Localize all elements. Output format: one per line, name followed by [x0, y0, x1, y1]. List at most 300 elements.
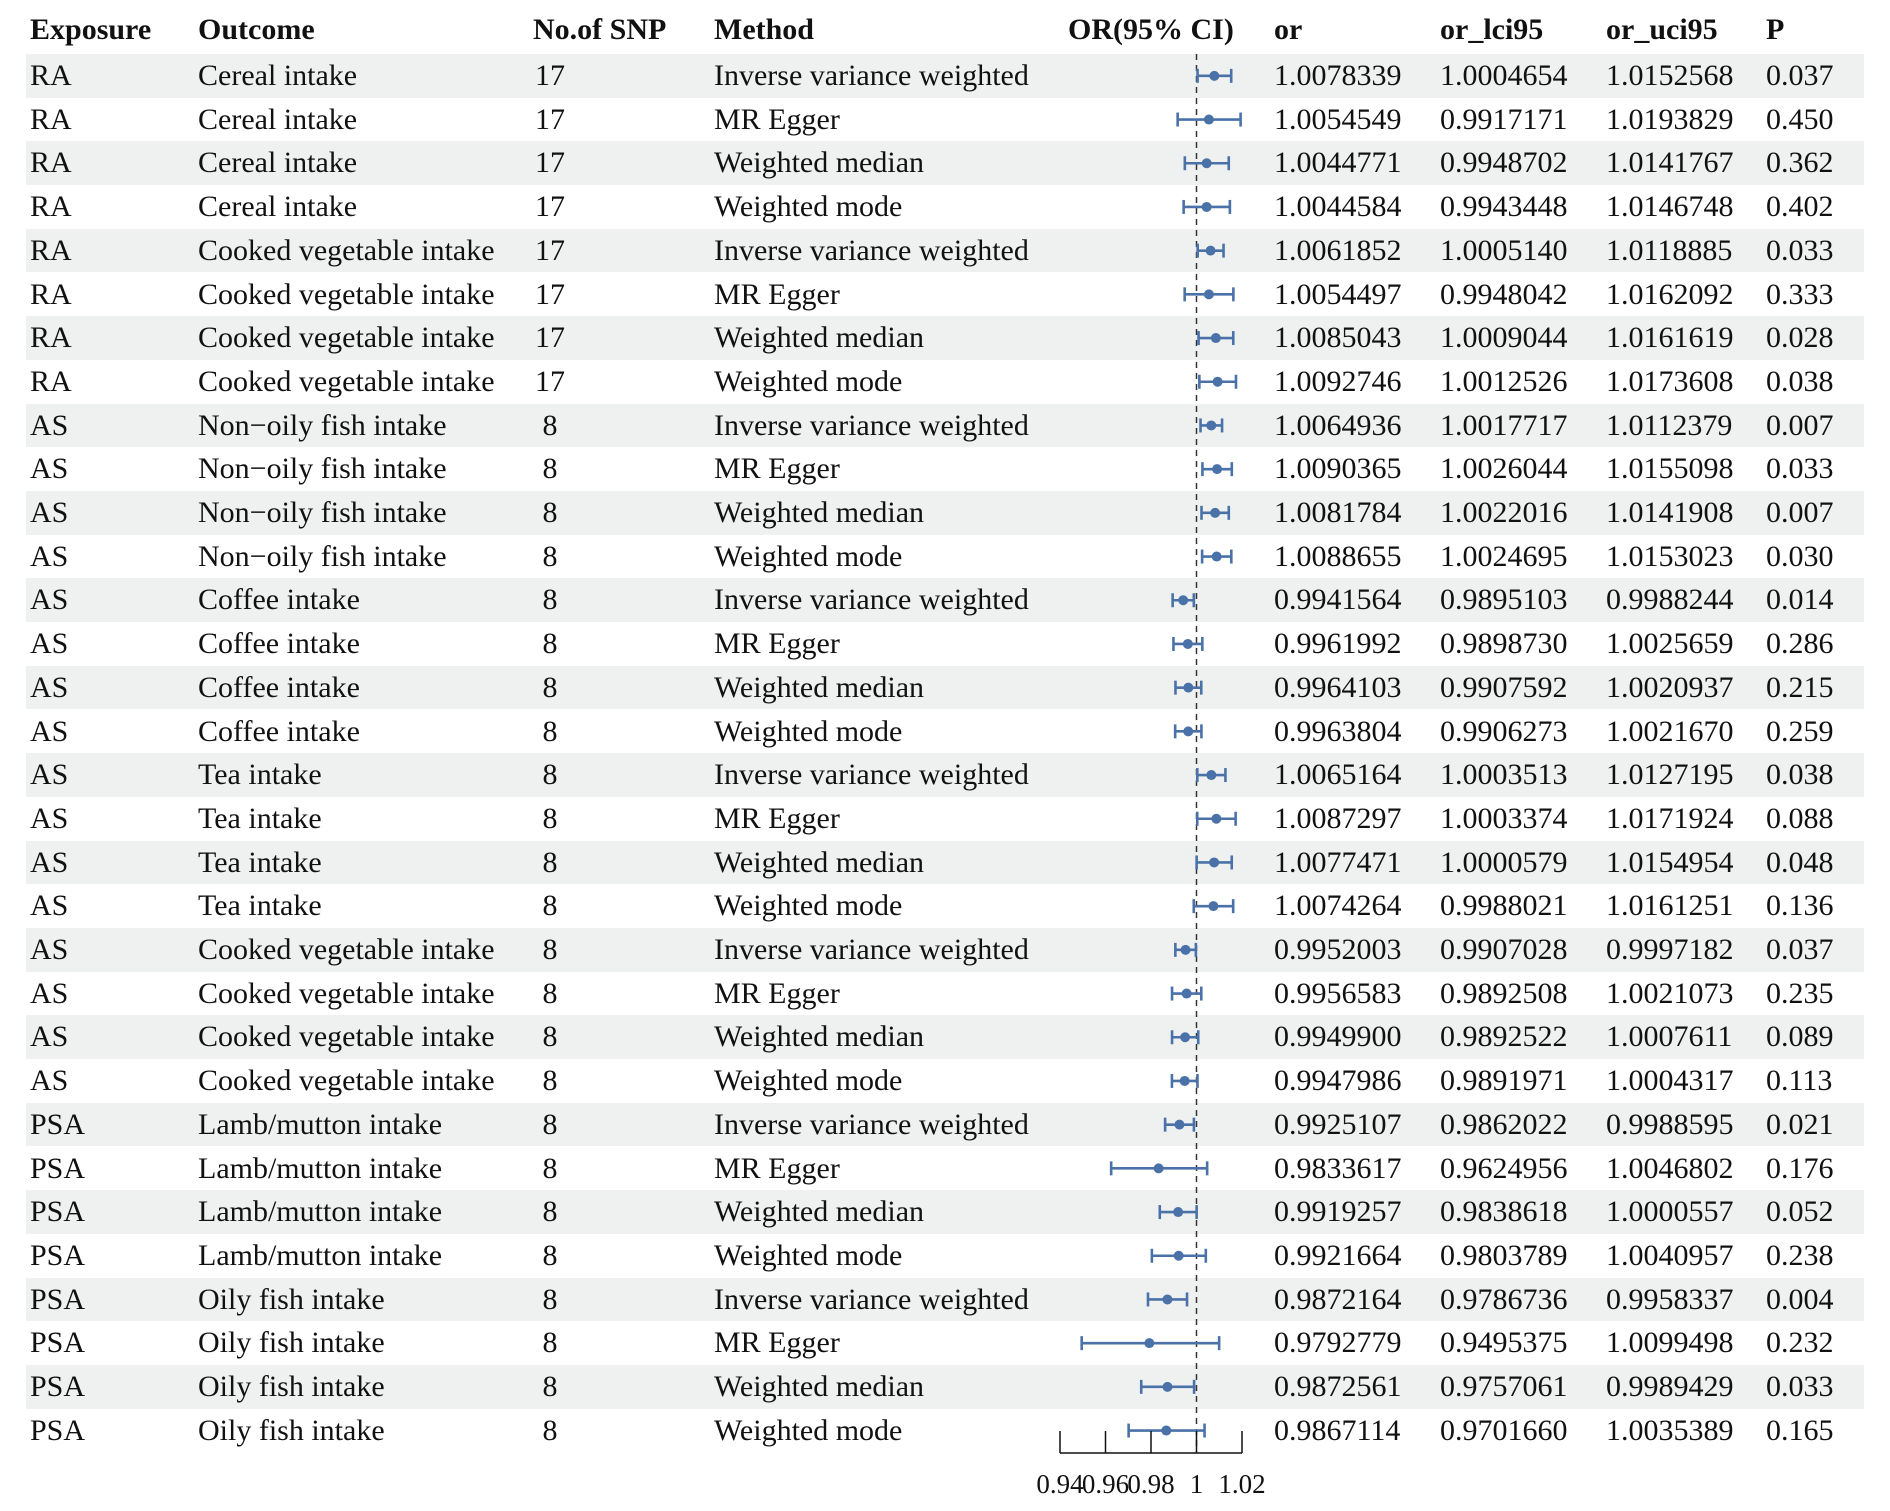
cell-lci: 0.9906273 — [1440, 714, 1568, 748]
point-estimate — [1211, 814, 1221, 824]
cell-outcome: Cooked vegetable intake — [198, 321, 495, 355]
cell-nsnp: 8 — [542, 1282, 558, 1316]
point-estimate — [1162, 1294, 1172, 1304]
cell-p: 0.235 — [1766, 976, 1834, 1010]
cell-p: 0.402 — [1766, 190, 1834, 224]
point-estimate — [1181, 945, 1191, 955]
cell-exposure: RA — [30, 59, 72, 92]
point-estimate — [1163, 1382, 1173, 1392]
cell-or: 0.9867114 — [1274, 1413, 1401, 1447]
cell-p: 0.088 — [1766, 801, 1834, 835]
cell-uci: 1.0152568 — [1606, 59, 1734, 92]
cell-or: 1.0078339 — [1274, 59, 1402, 92]
cell-exposure: PSA — [30, 1326, 86, 1360]
cell-p: 0.033 — [1766, 1370, 1834, 1403]
cell-outcome: Cooked vegetable intake — [198, 233, 495, 267]
cell-p: 0.037 — [1766, 59, 1834, 92]
cell-nsnp: 8 — [542, 539, 558, 573]
point-estimate — [1212, 552, 1222, 562]
cell-uci: 0.9989429 — [1606, 1370, 1734, 1403]
cell-exposure: AS — [30, 933, 69, 966]
cell-outcome: Coffee intake — [198, 583, 360, 617]
point-estimate — [1178, 595, 1188, 605]
cell-method: Inverse variance weighted — [714, 583, 1029, 617]
cell-p: 0.048 — [1766, 845, 1834, 879]
cell-nsnp: 17 — [535, 190, 565, 224]
cell-outcome: Cooked vegetable intake — [198, 933, 495, 966]
cell-nsnp: 8 — [542, 933, 558, 966]
cell-outcome: Cooked vegetable intake — [198, 1064, 495, 1098]
cell-exposure: AS — [30, 976, 69, 1010]
cell-method: Inverse variance weighted — [714, 933, 1029, 966]
cell-nsnp: 8 — [542, 845, 558, 879]
cell-lci: 0.9898730 — [1440, 627, 1568, 661]
cell-exposure: AS — [30, 539, 69, 573]
cell-nsnp: 17 — [535, 146, 565, 180]
cell-method: Inverse variance weighted — [714, 408, 1029, 442]
cell-exposure: PSA — [30, 1238, 86, 1272]
cell-nsnp: 8 — [542, 1020, 558, 1054]
cell-uci: 1.0020937 — [1606, 670, 1734, 704]
cell-uci: 0.9958337 — [1606, 1282, 1734, 1316]
cell-exposure: AS — [30, 583, 69, 617]
cell-uci: 1.0193829 — [1606, 102, 1734, 136]
cell-uci: 1.0035389 — [1606, 1413, 1734, 1447]
point-estimate — [1144, 1338, 1154, 1348]
cell-nsnp: 17 — [535, 59, 565, 92]
cell-p: 0.014 — [1766, 583, 1834, 617]
cell-uci: 0.9988595 — [1606, 1107, 1734, 1141]
cell-uci: 1.0025659 — [1606, 627, 1734, 661]
cell-lci: 1.0024695 — [1440, 539, 1568, 573]
point-estimate — [1209, 71, 1219, 81]
cell-or: 1.0092746 — [1274, 364, 1402, 398]
cell-p: 0.021 — [1766, 1107, 1834, 1141]
cell-method: MR Egger — [714, 1151, 840, 1185]
point-estimate — [1204, 289, 1214, 299]
point-estimate — [1180, 1032, 1190, 1042]
cell-nsnp: 8 — [542, 1064, 558, 1098]
cell-outcome: Coffee intake — [198, 670, 360, 704]
cell-outcome: Tea intake — [198, 758, 322, 792]
header-method: Method — [714, 13, 814, 46]
cell-exposure: AS — [30, 714, 69, 748]
cell-uci: 1.0155098 — [1606, 452, 1734, 486]
cell-method: Inverse variance weighted — [714, 59, 1029, 92]
cell-exposure: PSA — [30, 1195, 86, 1229]
cell-method: MR Egger — [714, 1326, 840, 1360]
cell-method: MR Egger — [714, 627, 840, 661]
cell-p: 0.030 — [1766, 539, 1834, 573]
cell-or: 1.0087297 — [1274, 801, 1402, 835]
cell-uci: 1.0154954 — [1606, 845, 1734, 879]
cell-outcome: Tea intake — [198, 845, 322, 879]
cell-lci: 0.9943448 — [1440, 190, 1568, 224]
cell-exposure: AS — [30, 452, 69, 486]
point-estimate — [1210, 508, 1220, 518]
cell-outcome: Non−oily fish intake — [198, 408, 447, 442]
cell-outcome: Non−oily fish intake — [198, 496, 447, 529]
cell-nsnp: 8 — [542, 889, 558, 923]
point-estimate — [1183, 639, 1193, 649]
cell-lci: 0.9803789 — [1440, 1238, 1568, 1272]
cell-or: 0.9961992 — [1274, 627, 1402, 661]
cell-lci: 0.9917171 — [1440, 102, 1568, 136]
x-tick-label: 0.96 — [1081, 1469, 1130, 1499]
cell-lci: 1.0009044 — [1440, 321, 1568, 355]
cell-outcome: Lamb/mutton intake — [198, 1238, 443, 1272]
cell-or: 0.9872164 — [1274, 1282, 1402, 1316]
cell-exposure: RA — [30, 190, 72, 224]
cell-uci: 1.0161619 — [1606, 321, 1734, 355]
cell-lci: 1.0003374 — [1440, 801, 1568, 835]
cell-lci: 0.9988021 — [1440, 889, 1568, 923]
cell-outcome: Tea intake — [198, 801, 322, 835]
header-p: P — [1766, 13, 1785, 46]
cell-exposure: PSA — [30, 1151, 86, 1185]
cell-or: 0.9964103 — [1274, 670, 1402, 704]
cell-or: 0.9792779 — [1274, 1326, 1402, 1360]
cell-nsnp: 8 — [542, 714, 558, 748]
cell-method: Weighted median — [714, 146, 925, 180]
cell-or: 0.9919257 — [1274, 1195, 1402, 1229]
cell-lci: 0.9892522 — [1440, 1020, 1568, 1054]
header-or-uci95: or_uci95 — [1606, 13, 1718, 46]
cell-nsnp: 17 — [535, 364, 565, 398]
cell-outcome: Oily fish intake — [198, 1413, 385, 1447]
cell-lci: 0.9892508 — [1440, 976, 1568, 1010]
cell-outcome: Cereal intake — [198, 190, 358, 224]
point-estimate — [1209, 857, 1219, 867]
cell-uci: 1.0153023 — [1606, 539, 1734, 573]
cell-or: 1.0044771 — [1274, 146, 1402, 180]
cell-nsnp: 8 — [542, 1238, 558, 1272]
cell-p: 0.136 — [1766, 889, 1834, 923]
cell-exposure: PSA — [30, 1282, 86, 1316]
cell-or: 0.9956583 — [1274, 976, 1402, 1010]
point-estimate — [1208, 901, 1218, 911]
cell-or: 1.0065164 — [1274, 758, 1402, 792]
cell-exposure: RA — [30, 102, 72, 136]
point-estimate — [1182, 989, 1192, 999]
cell-lci: 1.0017717 — [1440, 408, 1568, 442]
cell-outcome: Cooked vegetable intake — [198, 976, 495, 1010]
point-estimate — [1154, 1163, 1164, 1173]
cell-uci: 0.9988244 — [1606, 583, 1734, 617]
cell-method: Weighted mode — [714, 1238, 903, 1272]
cell-p: 0.333 — [1766, 277, 1834, 311]
point-estimate — [1206, 770, 1216, 780]
cell-uci: 1.0171924 — [1606, 801, 1734, 835]
cell-p: 0.052 — [1766, 1195, 1834, 1229]
cell-p: 0.033 — [1766, 452, 1834, 486]
cell-or: 1.0085043 — [1274, 321, 1402, 355]
cell-method: MR Egger — [714, 277, 840, 311]
cell-p: 0.038 — [1766, 758, 1834, 792]
point-estimate — [1212, 464, 1222, 474]
cell-p: 0.037 — [1766, 933, 1834, 966]
cell-method: Inverse variance weighted — [714, 1107, 1029, 1141]
cell-outcome: Cooked vegetable intake — [198, 277, 495, 311]
header-ci: OR(95% CI) — [1068, 13, 1234, 46]
cell-method: MR Egger — [714, 976, 840, 1010]
cell-p: 0.362 — [1766, 146, 1834, 180]
cell-or: 0.9925107 — [1274, 1107, 1402, 1141]
cell-p: 0.259 — [1766, 714, 1834, 748]
cell-p: 0.176 — [1766, 1151, 1834, 1185]
point-estimate — [1206, 420, 1216, 430]
cell-lci: 0.9838618 — [1440, 1195, 1568, 1229]
point-estimate — [1174, 1120, 1184, 1130]
cell-lci: 1.0004654 — [1440, 59, 1568, 92]
cell-method: Inverse variance weighted — [714, 1282, 1029, 1316]
x-tick-label: 0.94 — [1036, 1469, 1084, 1499]
cell-or: 0.9949900 — [1274, 1020, 1402, 1054]
cell-or: 0.9941564 — [1274, 583, 1402, 617]
point-estimate — [1183, 683, 1193, 693]
cell-lci: 1.0000579 — [1440, 845, 1568, 879]
cell-method: Weighted mode — [714, 190, 903, 224]
header-exposure: Exposure — [30, 13, 152, 46]
cell-uci: 1.0146748 — [1606, 190, 1734, 224]
cell-or: 1.0090365 — [1274, 452, 1402, 486]
point-estimate — [1211, 333, 1221, 343]
cell-method: MR Egger — [714, 102, 840, 136]
cell-method: Weighted mode — [714, 1413, 903, 1447]
cell-or: 1.0044584 — [1274, 190, 1402, 224]
cell-exposure: PSA — [30, 1370, 86, 1403]
cell-lci: 0.9907028 — [1440, 933, 1568, 966]
cell-nsnp: 8 — [542, 1195, 558, 1229]
cell-nsnp: 8 — [542, 583, 558, 617]
cell-outcome: Non−oily fish intake — [198, 539, 447, 573]
cell-exposure: PSA — [30, 1107, 86, 1141]
point-estimate — [1183, 726, 1193, 736]
cell-or: 0.9963804 — [1274, 714, 1402, 748]
cell-nsnp: 8 — [542, 452, 558, 486]
cell-method: Inverse variance weighted — [714, 233, 1029, 267]
cell-method: Weighted median — [714, 321, 925, 355]
cell-uci: 1.0141767 — [1606, 146, 1734, 180]
cell-uci: 1.0112379 — [1606, 408, 1733, 442]
cell-p: 0.238 — [1766, 1238, 1834, 1272]
cell-or: 1.0081784 — [1274, 496, 1402, 529]
cell-exposure: RA — [30, 321, 72, 355]
cell-uci: 0.9997182 — [1606, 933, 1734, 966]
cell-lci: 1.0003513 — [1440, 758, 1568, 792]
cell-lci: 0.9624956 — [1440, 1151, 1568, 1185]
cell-method: Weighted mode — [714, 364, 903, 398]
cell-or: 0.9921664 — [1274, 1238, 1402, 1272]
cell-or: 0.9952003 — [1274, 933, 1402, 966]
cell-p: 0.165 — [1766, 1413, 1834, 1447]
cell-method: Weighted mode — [714, 1064, 903, 1098]
cell-method: Weighted mode — [714, 539, 903, 573]
cell-uci: 1.0099498 — [1606, 1326, 1734, 1360]
cell-uci: 1.0007611 — [1606, 1020, 1733, 1054]
cell-p: 0.286 — [1766, 627, 1834, 661]
header-nsnp: No.of SNP — [533, 13, 667, 46]
cell-nsnp: 8 — [542, 1151, 558, 1185]
cell-method: Weighted median — [714, 496, 925, 529]
cell-p: 0.450 — [1766, 102, 1834, 136]
cell-exposure: AS — [30, 801, 69, 835]
cell-nsnp: 17 — [535, 102, 565, 136]
cell-outcome: Lamb/mutton intake — [198, 1107, 443, 1141]
cell-nsnp: 8 — [542, 801, 558, 835]
cell-exposure: AS — [30, 1064, 69, 1098]
cell-nsnp: 8 — [542, 976, 558, 1010]
cell-outcome: Cereal intake — [198, 59, 358, 92]
cell-exposure: AS — [30, 758, 69, 792]
cell-outcome: Cereal intake — [198, 146, 358, 180]
cell-exposure: RA — [30, 233, 72, 267]
cell-exposure: AS — [30, 845, 69, 879]
cell-uci: 1.0161251 — [1606, 889, 1734, 923]
header-or: or — [1274, 13, 1303, 46]
cell-outcome: Non−oily fish intake — [198, 452, 447, 486]
cell-or: 0.9872561 — [1274, 1370, 1402, 1403]
point-estimate — [1202, 158, 1212, 168]
cell-or: 1.0077471 — [1274, 845, 1402, 879]
point-estimate — [1161, 1426, 1171, 1436]
cell-exposure: AS — [30, 408, 69, 442]
cell-lci: 0.9907592 — [1440, 670, 1568, 704]
cell-method: Weighted median — [714, 670, 925, 704]
cell-nsnp: 8 — [542, 408, 558, 442]
cell-exposure: AS — [30, 670, 69, 704]
cell-method: Weighted median — [714, 845, 925, 879]
header-outcome: Outcome — [198, 13, 315, 46]
cell-nsnp: 8 — [542, 496, 558, 529]
cell-lci: 0.9948042 — [1440, 277, 1568, 311]
cell-outcome: Oily fish intake — [198, 1282, 385, 1316]
cell-method: Weighted mode — [714, 714, 903, 748]
cell-p: 0.113 — [1766, 1064, 1833, 1098]
cell-exposure: AS — [30, 889, 69, 923]
cell-uci: 1.0162092 — [1606, 277, 1734, 311]
cell-outcome: Tea intake — [198, 889, 322, 923]
cell-outcome: Cooked vegetable intake — [198, 364, 495, 398]
cell-uci: 1.0046802 — [1606, 1151, 1734, 1185]
point-estimate — [1213, 377, 1223, 387]
cell-method: MR Egger — [714, 801, 840, 835]
cell-lci: 0.9895103 — [1440, 583, 1568, 617]
cell-lci: 0.9701660 — [1440, 1413, 1568, 1447]
cell-nsnp: 8 — [542, 1370, 558, 1403]
cell-nsnp: 8 — [542, 670, 558, 704]
cell-uci: 1.0021073 — [1606, 976, 1734, 1010]
cell-exposure: PSA — [30, 1413, 86, 1447]
cell-p: 0.007 — [1766, 496, 1834, 529]
point-estimate — [1173, 1207, 1183, 1217]
cell-lci: 1.0012526 — [1440, 364, 1568, 398]
cell-nsnp: 17 — [535, 233, 565, 267]
cell-p: 0.007 — [1766, 408, 1834, 442]
cell-outcome: Lamb/mutton intake — [198, 1151, 443, 1185]
cell-or: 0.9833617 — [1274, 1151, 1402, 1185]
cell-p: 0.028 — [1766, 321, 1834, 355]
cell-method: MR Egger — [714, 452, 840, 486]
cell-method: Inverse variance weighted — [714, 758, 1029, 792]
cell-p: 0.004 — [1766, 1282, 1834, 1316]
cell-lci: 0.9862022 — [1440, 1107, 1568, 1141]
cell-outcome: Coffee intake — [198, 714, 360, 748]
cell-method: Weighted median — [714, 1370, 925, 1403]
cell-nsnp: 8 — [542, 1107, 558, 1141]
cell-exposure: RA — [30, 364, 72, 398]
cell-or: 1.0088655 — [1274, 539, 1402, 573]
cell-uci: 1.0021670 — [1606, 714, 1734, 748]
point-estimate — [1174, 1251, 1184, 1261]
cell-nsnp: 17 — [535, 277, 565, 311]
cell-uci: 1.0118885 — [1606, 233, 1733, 267]
cell-p: 0.038 — [1766, 364, 1834, 398]
cell-exposure: AS — [30, 1020, 69, 1054]
x-tick-label: 1.02 — [1218, 1469, 1266, 1499]
cell-lci: 1.0026044 — [1440, 452, 1568, 486]
cell-p: 0.089 — [1766, 1020, 1834, 1054]
cell-uci: 1.0127195 — [1606, 758, 1734, 792]
cell-or: 1.0061852 — [1274, 233, 1402, 267]
point-estimate — [1206, 246, 1216, 256]
cell-outcome: Lamb/mutton intake — [198, 1195, 443, 1229]
cell-lci: 1.0005140 — [1440, 233, 1568, 267]
cell-outcome: Cooked vegetable intake — [198, 1020, 495, 1054]
cell-nsnp: 8 — [542, 1326, 558, 1360]
cell-lci: 0.9948702 — [1440, 146, 1568, 180]
cell-method: Weighted mode — [714, 889, 903, 923]
cell-or: 1.0064936 — [1274, 408, 1402, 442]
cell-uci: 1.0000557 — [1606, 1195, 1734, 1229]
x-tick-label: 1 — [1189, 1469, 1204, 1499]
cell-exposure: AS — [30, 496, 69, 529]
cell-uci: 1.0004317 — [1606, 1064, 1734, 1098]
cell-uci: 1.0040957 — [1606, 1238, 1734, 1272]
cell-p: 0.215 — [1766, 670, 1834, 704]
point-estimate — [1202, 202, 1212, 212]
cell-outcome: Oily fish intake — [198, 1370, 385, 1403]
x-tick-label: 0.98 — [1127, 1469, 1175, 1499]
cell-lci: 0.9757061 — [1440, 1370, 1568, 1403]
cell-exposure: AS — [30, 627, 69, 661]
cell-nsnp: 8 — [542, 627, 558, 661]
cell-exposure: RA — [30, 277, 72, 311]
header-or-lci95: or_lci95 — [1440, 13, 1544, 46]
cell-lci: 0.9495375 — [1440, 1326, 1568, 1360]
cell-lci: 0.9891971 — [1440, 1064, 1568, 1098]
cell-outcome: Oily fish intake — [198, 1326, 385, 1360]
point-estimate — [1180, 1076, 1190, 1086]
cell-outcome: Cereal intake — [198, 102, 358, 136]
cell-nsnp: 8 — [542, 1413, 558, 1447]
cell-outcome: Coffee intake — [198, 627, 360, 661]
cell-or: 0.9947986 — [1274, 1064, 1402, 1098]
cell-nsnp: 8 — [542, 758, 558, 792]
cell-p: 0.232 — [1766, 1326, 1834, 1360]
cell-uci: 1.0141908 — [1606, 496, 1734, 529]
cell-or: 1.0074264 — [1274, 889, 1402, 923]
cell-method: Weighted median — [714, 1020, 925, 1054]
cell-p: 0.033 — [1766, 233, 1834, 267]
cell-uci: 1.0173608 — [1606, 364, 1734, 398]
cell-lci: 1.0022016 — [1440, 496, 1568, 529]
cell-lci: 0.9786736 — [1440, 1282, 1568, 1316]
cell-or: 1.0054497 — [1274, 277, 1402, 311]
cell-or: 1.0054549 — [1274, 102, 1402, 136]
cell-nsnp: 17 — [535, 321, 565, 355]
cell-exposure: RA — [30, 146, 72, 180]
